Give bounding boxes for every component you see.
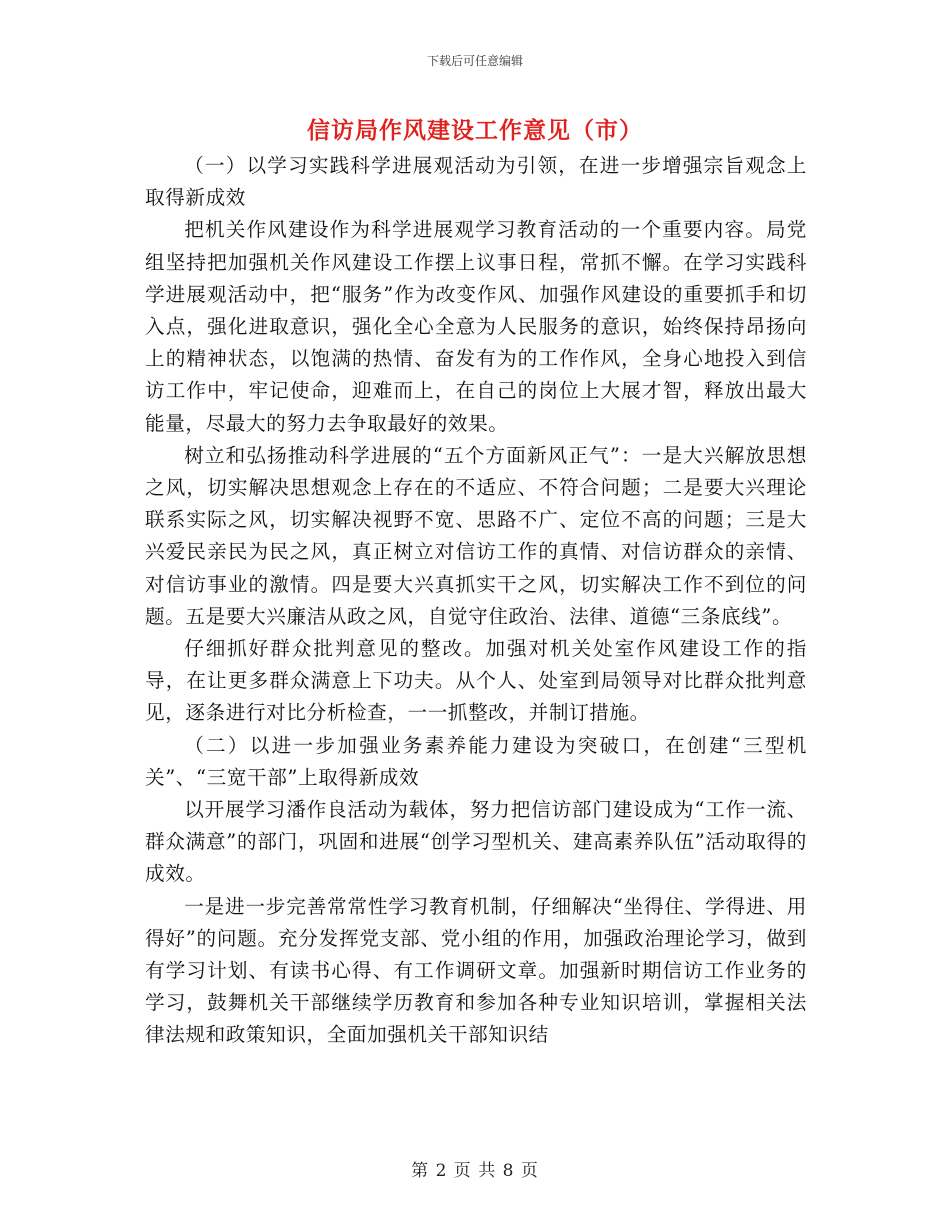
- document-body: [145, 150, 807, 1052]
- paragraph-1: （一）以学习实践科学进展观活动为引领，在进一步增强宗旨观念上取得新成效: [145, 154, 807, 210]
- paragraph-5: （二）以进一步加强业务素养能力建设为突破口，在创建“三型机关”、“三宽干部”上取得新成效: [145, 733, 807, 789]
- paragraph-6: 以开展学习潘作良活动为载体，努力把信访部门建设成为“工作一流、群众满意”的部门，巩固和进展“创学习型机关、建高素养队伍”活动取得的成效。: [145, 798, 807, 886]
- page-footer-page-number: 第 2 页 共 8 页: [411, 1161, 539, 1181]
- document-title: 信访局作风建设工作意见（市）: [307, 117, 643, 144]
- paragraph-3: 树立和弘扬推动科学进展的“五个方面新风正气”：一是大兴解放思想之风，切实解决思想观念上存在的不适应、不符合问题；二是要大兴理论联系实际之风，切实解决视野不宽、思路不广、定位不高的问题；三是大兴爱民亲民为民之风，真正树立对信访工作的真情、对信访群众的亲情、对信访事业的激情。四是要大兴真抓实干之风，切实解决工作不到位的问题。五是要大兴廉洁从政之风，自觉守住政治、法律、道德“三条底线”。: [145, 443, 807, 628]
- paragraph-7: 一是进一步完善常常性学习教育机制，仔细解决“坐得住、学得进、用得好”的问题。充分发挥党支部、党小组的作用，加强政治理论学习，做到有学习计划、有读书心得、有工作调研文章。加强新时期信访工作业务的学习，鼓舞机关干部继续学历教育和参加各种专业知识培训，掌握相关法律法规和政策知识，全面加强机关干部知识结: [145, 894, 807, 1047]
- page-header-note: 下载后可任意编辑: [426, 54, 523, 68]
- paragraph-2: 把机关作风建设作为科学进展观学习教育活动的一个重要内容。局党组坚持把加强机关作风建设工作摆上议事日程，常抓不懈。在学习实践科学进展观活动中，把“服务”作为改变作风、加强作风建设的重要抓手和切入点，强化进取意识，强化全心全意为人民服务的意识，始终保持昂扬向上的精神状态，以饱满的热情、奋发有为的工作作风，全身心地投入到信访工作中，牢记使命，迎难而上，在自己的岗位上大展才智，释放出最大能量，尽最大的努力去争取最好的效果。: [145, 218, 807, 435]
- paragraph-4: 仔细抓好群众批判意见的整改。加强对机关处室作风建设工作的指导，在让更多群众满意上下功夫。从个人、处室到局领导对比群众批判意见，逐条进行对比分析检查，一一抓整改，并制订措施。: [145, 637, 807, 725]
